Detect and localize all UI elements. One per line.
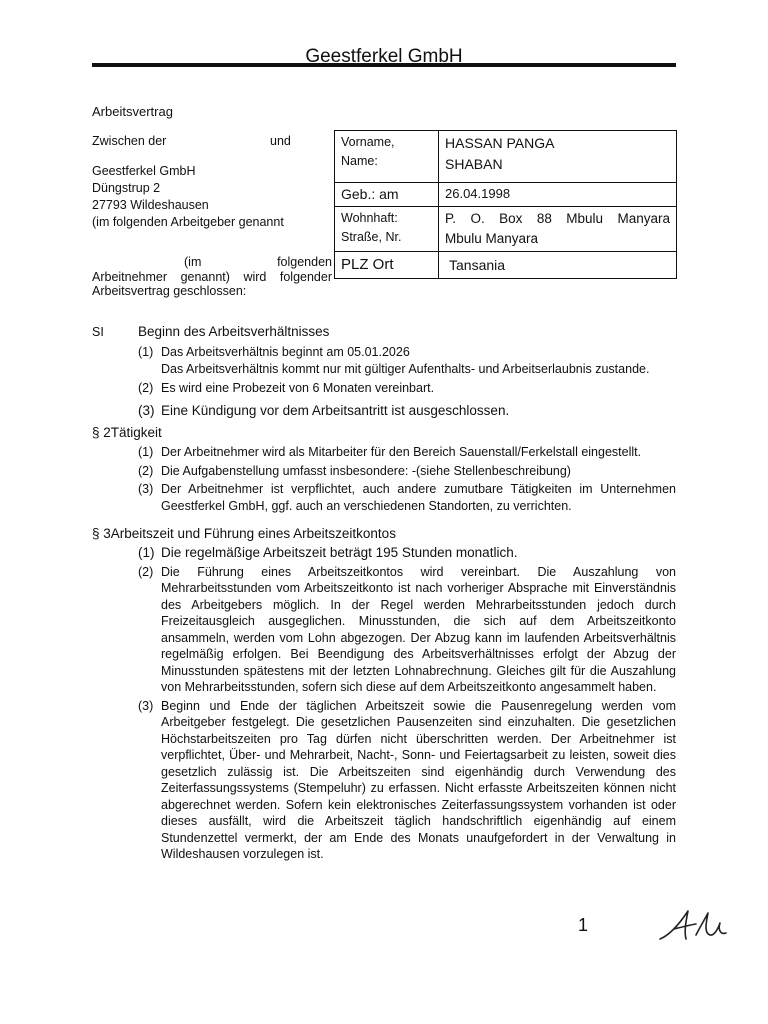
address-value-line: Mbulu Manyara bbox=[445, 231, 539, 246]
item-text: Eine Kündigung vor dem Arbeitsantritt ist ausgeschlossen. bbox=[161, 402, 510, 418]
item-text: Das Arbeitsverhältnis kommt nur mit gültiger Aufenthalts- und Arbeitserlaubnis zustande. bbox=[161, 361, 650, 376]
section-3-items bbox=[138, 545, 676, 863]
item-number: (2) bbox=[138, 564, 154, 579]
item-text: Beginn und Ende der täglichen Arbeitszeit sowie die Pausenregelung werden vom Arbeitgeber festgelegt. Die gesetzlichen Pausenzeiten sind einzuhalten. Die gesetzlichen Höchstarbeitszeiten pro Tag dürfen nicht überschritten werden. Der Arbeitnehmer ist verpflichtet, Über- und Mehrarbeit, Nacht-, Sonn- und Feiertagsarbeit zu leisten, soweit dies gesetzlich zulässig ist. Die Arbeitszeiten sind eigenhändig durch Verwendung des Zeiterfassungssystems (Stempeluhr) zu erfassen. Nicht erfasste Arbeitszeiten können nicht abgerechnet werden. Sofern kein elektronisches Zeiterfassungssystem vorhanden ist oder dieses ausfällt, wird die Arbeitszeit täglich handschriftlich eigenhändig auf einem Stundenzettel vermerkt, der am Ende des Monats unaufgefordert in der Verwaltung in Wildeshausen vorzulegen ist. bbox=[161, 698, 676, 861]
section-1-items bbox=[138, 344, 676, 419]
section-number: § 3 bbox=[92, 526, 111, 541]
list-item bbox=[138, 564, 676, 696]
table-row bbox=[335, 183, 677, 207]
item-text: Das Arbeitsverhältnis beginnt am 05.01.2026 bbox=[161, 345, 410, 359]
item-number: (2) bbox=[138, 381, 154, 395]
address-label-line: Wohnhaft: bbox=[341, 211, 398, 225]
item-text: Die Führung eines Arbeitszeitkontos wird vereinbart. Die Auszahlung von Mehrarbeitsstunden vom Arbeitszeitkonto ist nach vorheriger Absprache mit Einverständnis des Arbeitgebers möglich. In der Regel werden Mehrarbeitsstunden jedoch durch Freizeitausgleich ausgeglichen. Minusstunden, die sich auf dem Arbeitszeitkonto ansammeln, werden vom Lohn abgezogen. Der Abzug kann im laufenden Arbeitsverhältnis regelmäßig erfolgen. Bei Beendigung des Arbeitsverhältnisses erfolgt der Abzug der Minusstunden spätestens mit der letzten Lohnabrechnung. Gleiches gilt für die Auszahlung von Mehrarbeitsstunden, sofern sich diese auf dem Arbeitszeitkonto angesammelt haben. bbox=[161, 564, 676, 694]
employer-address bbox=[92, 163, 284, 231]
section-1-heading bbox=[92, 324, 329, 339]
address-value-line: P. O. Box 88 Mbulu Manyara bbox=[445, 211, 670, 226]
document-title: Arbeitsvertrag bbox=[92, 104, 173, 119]
list-item bbox=[138, 545, 676, 562]
item-number: (3) bbox=[138, 698, 154, 713]
between-label: Zwischen der bbox=[92, 134, 167, 148]
company-title: Geestferkel GmbH bbox=[305, 46, 463, 67]
item-number: (3) bbox=[138, 402, 155, 418]
list-item bbox=[138, 380, 676, 397]
employee-ref-word: folgender bbox=[279, 269, 332, 284]
item-text: Der Arbeitnehmer wird als Mitarbeiter für den Bereich Sauenstall/Ferkelstall eingestellt. bbox=[161, 445, 642, 459]
item-text: Die regelmäßige Arbeitszeit beträgt 195 Stunden monatlich. bbox=[161, 545, 518, 560]
section-3-heading bbox=[92, 526, 396, 541]
employee-ref-word: Arbeitnehmer bbox=[92, 269, 168, 284]
name-label-line: Name: bbox=[341, 154, 378, 168]
section-title: Beginn des Arbeitsverhältnisses bbox=[138, 324, 330, 339]
employer-ref: (im folgenden Arbeitgeber genannt bbox=[92, 215, 284, 229]
name-label bbox=[335, 131, 439, 183]
employer-name: Geestferkel GmbH bbox=[92, 164, 196, 178]
employee-ref-word: genannt) bbox=[180, 269, 230, 284]
section-number: § 2 bbox=[92, 425, 111, 440]
list-item bbox=[138, 403, 676, 420]
item-text: Die Aufgabenstellung umfasst insbesondere: -(siehe Stellenbeschreibung) bbox=[161, 463, 571, 478]
city-value: Tansania bbox=[439, 252, 677, 279]
parties-intro bbox=[92, 134, 292, 148]
employer-street: Düngstrup 2 bbox=[92, 181, 161, 195]
header-rule bbox=[92, 63, 676, 67]
name-label-line: Vorname, bbox=[341, 135, 395, 149]
and-label: und bbox=[270, 134, 291, 148]
list-item bbox=[138, 344, 676, 377]
list-item bbox=[138, 481, 676, 514]
employee-ref-word: (im bbox=[184, 255, 202, 269]
table-row bbox=[335, 131, 677, 183]
city-label: PLZ Ort bbox=[335, 252, 439, 279]
list-item bbox=[138, 444, 676, 461]
employee-ref-word: wird bbox=[243, 269, 267, 284]
name-value bbox=[439, 131, 677, 183]
item-number: (3) bbox=[138, 482, 154, 496]
address-label-line: Straße, Nr. bbox=[341, 230, 402, 244]
employee-ref-word: folgenden bbox=[277, 255, 332, 269]
section-number: SI bbox=[92, 325, 104, 339]
table-row bbox=[335, 207, 677, 252]
item-number: (1) bbox=[138, 545, 155, 560]
name-value-line: HASSAN PANGA bbox=[445, 135, 555, 151]
item-number: (2) bbox=[138, 463, 154, 478]
item-number: (1) bbox=[138, 445, 154, 459]
employee-ref bbox=[92, 255, 332, 299]
item-text: Der Arbeitnehmer ist verpflichtet, auch andere zumutbare Tätigkeiten im Unternehmen Geestferkel GmbH, ggf. auch an verschiedenen Standorten, zu verrichten. bbox=[161, 482, 676, 513]
page-number: 1 bbox=[578, 915, 589, 935]
employer-city: 27793 Wildeshausen bbox=[92, 198, 209, 212]
address-label bbox=[335, 207, 439, 252]
table-row bbox=[335, 252, 677, 279]
dob-value: 26.04.1998 bbox=[439, 183, 677, 207]
employee-ref-line: Arbeitsvertrag geschlossen: bbox=[92, 284, 247, 298]
employee-table bbox=[334, 130, 677, 279]
signature-icon bbox=[656, 905, 728, 945]
section-2-items bbox=[138, 444, 676, 514]
address-value bbox=[439, 207, 677, 252]
item-text: Es wird eine Probezeit von 6 Monaten vereinbart. bbox=[161, 381, 435, 395]
name-value-line: SHABAN bbox=[445, 156, 503, 172]
item-number: (1) bbox=[138, 345, 154, 359]
list-item bbox=[138, 463, 676, 480]
section-title: Arbeitszeit und Führung eines Arbeitszeitkontos bbox=[110, 526, 396, 541]
section-2-heading bbox=[92, 425, 162, 440]
section-title: Tätigkeit bbox=[110, 425, 162, 440]
list-item bbox=[138, 698, 676, 863]
dob-label: Geb.: am bbox=[335, 183, 439, 207]
